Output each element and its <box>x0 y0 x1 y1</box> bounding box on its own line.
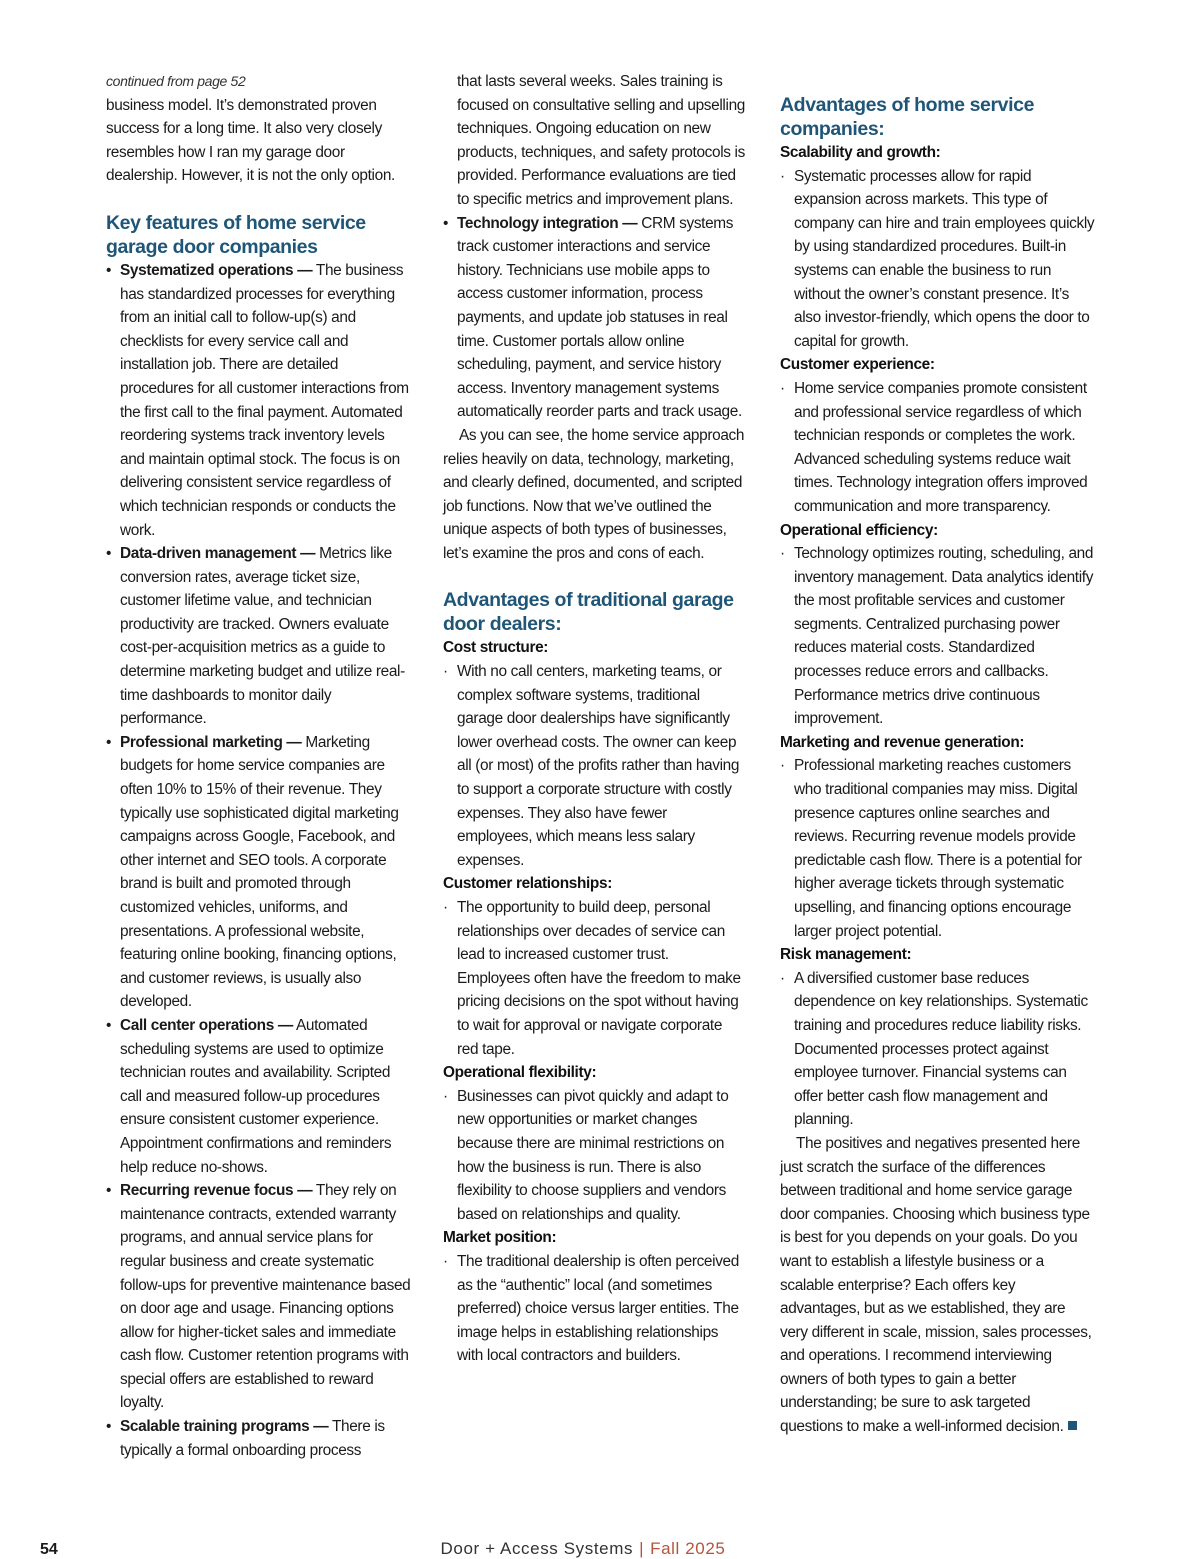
subheading: Customer relationships: <box>443 875 612 893</box>
column-1 <box>106 70 412 1462</box>
issue-season: Fall 2025 <box>650 1539 726 1558</box>
continued-note: continued from page 52 <box>106 73 246 89</box>
list-item: · Professional marketing reaches customers who traditional companies may miss. Digital presence captures online searches and reviews. Recurring revenue models provide predictable cash flow. There is a potential for higher average tickets through systematic upselling, and financing options encourage larger project potential. <box>780 757 1082 940</box>
intro-paragraph: business model. It’s demonstrated proven success for a long time. It also very closely resembles how I ran my garage door dealership. However, it is not the only option. <box>106 96 395 185</box>
section-heading-traditional: Advantages of traditional garage door dealers: <box>443 589 734 636</box>
conclusion-paragraph: The positives and negatives presented here just scratch the surface of the differences between traditional and home service garage door companies. Choosing which business type is best for you depends on your goals. Do you want to establish a lifestyle business or a scalable enterprise? Each offers key advantages, but as we established, they are very different in scale, mission, sales processes, and operations. I recommend interviewing owners of both types to gain a better understanding; be sure to ask targeted questions to make a well-informed decision. <box>780 1134 1092 1436</box>
list-item: · Businesses can pivot quickly and adapt to new opportunities or market changes because there are minimal restrictions on how the business is run. There is also flexibility to choose suppliers and vendors based on relationships and quality. <box>443 1087 729 1223</box>
subheading: Customer experience: <box>780 356 935 374</box>
publication-name: Door + Access Systems <box>440 1539 634 1558</box>
list-item: • Professional marketing — Marketing budgets for home service companies are often 10% to 15% of their revenue. They typically use sophisticated digital marketing campaigns across Google, Facebook, and other internet and SEO tools. A corporate brand is built and promoted through customized vehicles, uniforms, and presentations. A professional website, featuring online booking, financing options, and customer reviews, is usually also developed. <box>106 733 399 1011</box>
subheading: Scalability and growth: <box>780 144 941 161</box>
subheading: Risk management: <box>780 946 912 964</box>
list-item: • Recurring revenue focus — They rely on maintenance contracts, extended warranty programs, and annual service plans for regular business and create systematic follow-ups for preventive maintenance based on door age and usage. Financing options allow for higher-ticket sales and immediate cash flow. Customer retention programs with special offers are established to reward loyalty. <box>106 1182 411 1412</box>
subheading: Cost structure: <box>443 639 549 657</box>
list-item: • Call center operations — Automated scheduling systems are used to optimize technician routes and availability. Scripted call and measured follow-up procedures ensure consistent customer experience. Appointment confirmations and reminders help reduce no-shows. <box>106 1016 392 1176</box>
section-heading-home-service: Advantages of home service companies: <box>780 94 1035 140</box>
summary-paragraph: As you can see, the home service approach relies heavily on data, technology, marketing, and clearly defined, documented, and scripted job functions. Now that we’ve outlined the unique aspects of both types of businesses, let’s examine the pros and cons of each. <box>443 426 745 562</box>
section-heading-key-features: Key features of home service garage door companies <box>106 211 366 258</box>
column-3 <box>780 93 1096 1439</box>
list-item: · Home service companies promote consistent and professional service regardless of which technician responds or completes the work. Advanced scheduling systems reduce wait times. Technology integration offers improved communication and more transparency. <box>780 379 1088 515</box>
list-item: • Scalable training programs — There is typically a formal onboarding process <box>106 1418 385 1459</box>
list-item: • Technology integration — CRM systems track customer interactions and service history. Technicians use mobile apps to access customer information, process payments, and update job statuses in real time. Customer portals allow online scheduling, payment, and service history access. Inventory management systems automatically reorder parts and track usage. <box>443 214 742 421</box>
key-features-list <box>106 259 412 1462</box>
subheading: Operational efficiency: <box>780 521 938 539</box>
list-item: • Data-driven management — Metrics like conversion rates, average ticket size, customer lifetime value, and technician productivity are tracked. Owners evaluate cost-per-acquisition metrics as a guide to determine marketing budget and utilize real-time dashboards to monitor daily performance. <box>106 545 405 728</box>
list-item: · Technology optimizes routing, scheduling, and inventory management. Data analytics identify the most profitable services and customer segments. Centralized purchasing power reduces material costs. Standardized processes reduce errors and callbacks. Performance metrics drive continuous improvement. <box>780 545 1094 728</box>
list-item: • Systematized operations — The business has standardized processes for everything from an initial call to follow-up(s) and checklists for every service call and installation job. There are detailed procedures for all customer interactions from the first call to the final payment. Automated reordering systems track inventory levels and maintain optimal stock. The focus is on delivering consistent service regardless of which technician responds or conducts the work. <box>106 261 409 539</box>
end-mark-icon <box>1068 1421 1077 1430</box>
list-item: · A diversified customer base reduces dependence on key relationships. Systematic training and procedures reduce liability risks. Documented processes protect against employee turnover. Financial systems can offer better cash flow management and planning. <box>780 969 1088 1129</box>
subheading: Operational flexibility: <box>443 1064 597 1082</box>
list-item: · With no call centers, marketing teams, or complex software systems, traditional garage door dealerships have significantly lower overhead costs. The owner can keep all (or most) of the profits rather than having to support a corporate structure with costly expenses. They also have fewer employees, which means less salary expenses. <box>443 663 740 869</box>
list-item: · The opportunity to build deep, personal relationships over decades of service can lead to increased customer trust. Employees often have the freedom to make pricing decisions on the spot without having to wait for approval or navigate corporate red tape. <box>443 899 741 1058</box>
tech-list <box>443 212 745 424</box>
page-number: 54 <box>40 1541 58 1558</box>
continued-bullet-text: that lasts several weeks. Sales training is focused on consultative selling and upselling techniques. Ongoing education on new products, techniques, and safety protocols is provided. Performance evaluations are tied to specific metrics and improvement plans. <box>457 73 745 208</box>
footer-separator: | <box>639 1539 645 1558</box>
list-item: · Systematic processes allow for rapid expansion across markets. This type of company can hire and train employees quickly by using standardized procedures. Built-in systems can enable the business to run without the owner’s constant presence. It’s also investor-friendly, which opens the door to capital for growth. <box>780 167 1095 350</box>
subheading: Marketing and revenue generation: <box>780 733 1025 751</box>
column-2 <box>443 70 745 1368</box>
footer-publication <box>0 1539 1166 1559</box>
subheading: Market position: <box>443 1229 557 1247</box>
list-item: · The traditional dealership is often perceived as the “authentic” local (and sometimes preferred) choice versus larger entities. The image helps in establishing relationships with local contractors and builders. <box>443 1252 739 1365</box>
